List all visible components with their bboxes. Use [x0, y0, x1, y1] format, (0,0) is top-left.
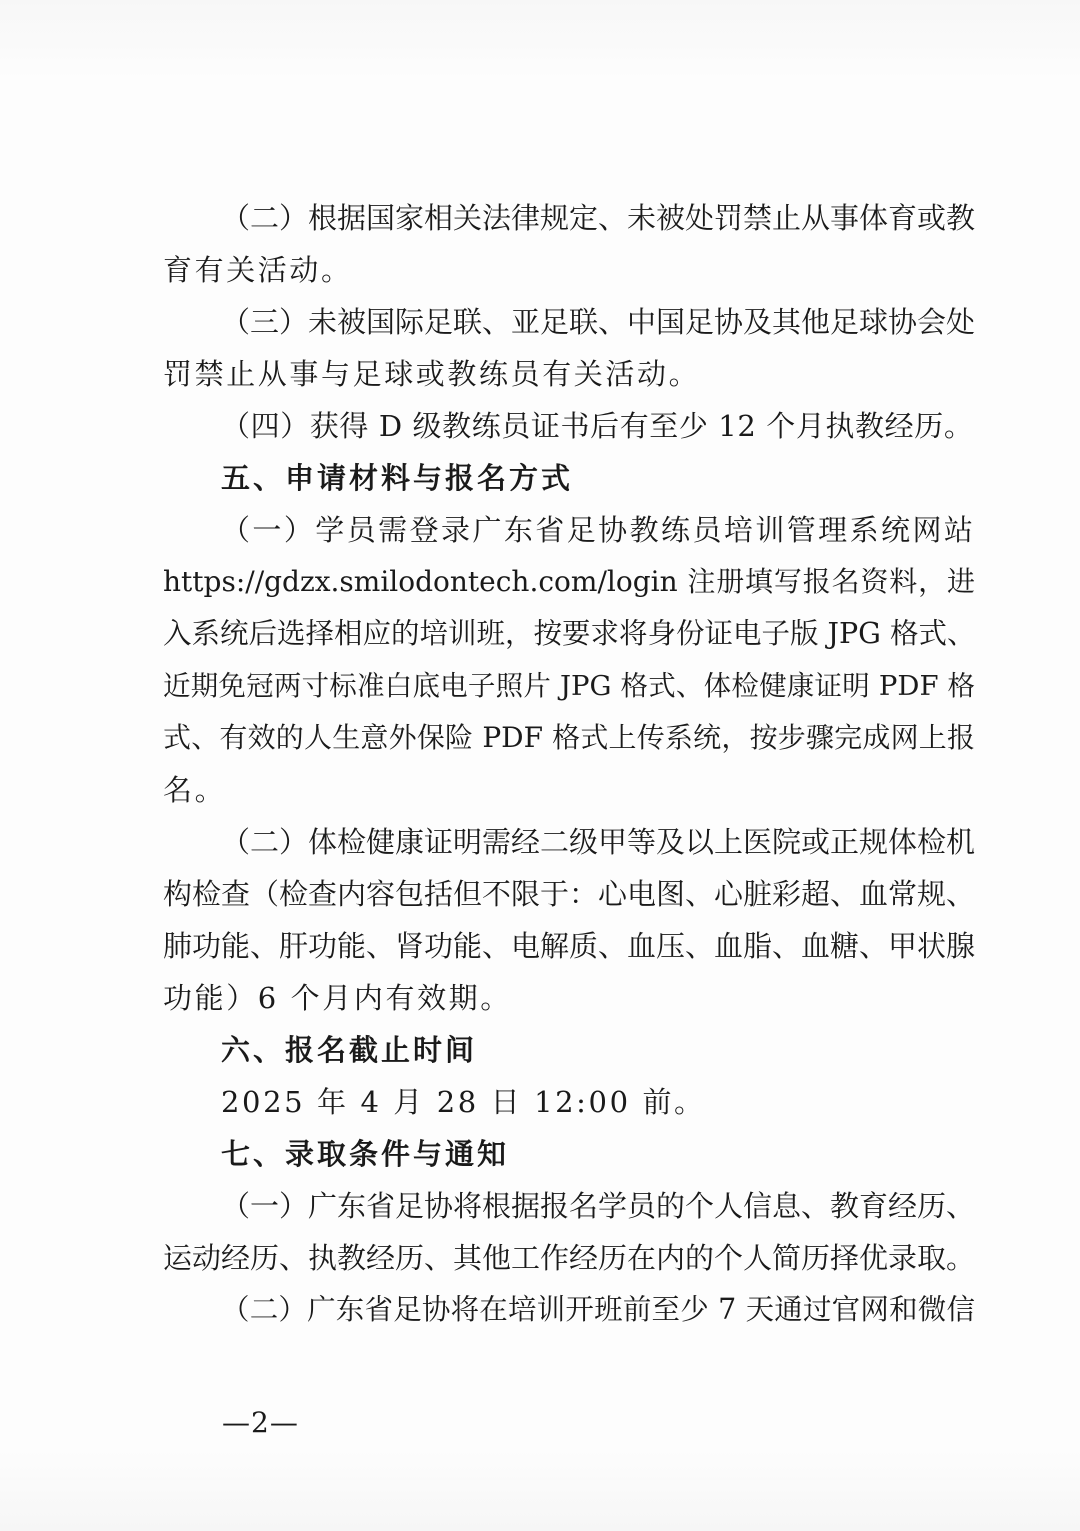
paragraph-line: 入系统后选择相应的培训班，按要求将身份证电子版 JPG 格式、 [163, 617, 976, 650]
paragraph-line: （一）广东省足协将根据报名学员的个人信息、教育经历、 [221, 1189, 976, 1223]
paragraph-line: 近期免冠两寸标准白底电子照片 JPG 格式、体检健康证明 PDF 格 [163, 670, 975, 702]
paragraph-line: 罚禁止从事与足球或教练员有关活动。 [163, 357, 701, 391]
paragraph-line: 构检查（检查内容包括但不限于：心电图、心脏彩超、血常规、 [163, 877, 976, 911]
paragraph-line: 式、有效的人生意外保险 PDF 格式上传系统，按步骤完成网上报 [163, 721, 975, 754]
section-heading: 五、申请材料与报名方式 [221, 461, 574, 495]
paragraph-line: （二）体检健康证明需经二级甲等及以上医院或正规体检机 [221, 825, 976, 859]
paragraph-line: （四）获得 D 级教练员证书后有至少 12 个月执教经历。 [221, 409, 974, 443]
page-number: —2— [222, 1406, 299, 1439]
paragraph-line: （三）未被国际足联、亚足联、中国足协及其他足球协会处 [221, 305, 976, 339]
document-body [163, 192, 975, 1336]
section-heading: 七、录取条件与通知 [221, 1137, 510, 1171]
paragraph-line: （二）根据国家相关法律规定、未被处罚禁止从事体育或教 [221, 201, 976, 235]
paragraph-line: （一）学员需登录广东省足协教练员培训管理系统网站 [221, 513, 975, 547]
paragraph-line: 功能）6 个月内有效期。 [163, 981, 512, 1015]
paragraph-line: （二）广东省足协将在培训开班前至少 7 天通过官网和微信 [221, 1293, 975, 1326]
paragraph-line: 肺功能、肝功能、肾功能、电解质、血压、血脂、血糖、甲状腺 [163, 929, 976, 963]
paragraph-line-url: https://gdzx.smilodontech.com/login 注册填写报名资料，进 [163, 565, 975, 598]
paragraph-line: 育有关活动。 [163, 253, 353, 287]
section-heading: 六、报名截止时间 [221, 1033, 478, 1067]
paragraph-line: 名。 [163, 773, 227, 807]
paragraph-line: 2025 年 4 月 28 日 12:00 前。 [221, 1085, 706, 1119]
paragraph-line: 运动经历、执教经历、其他工作经历在内的个人简历择优录取。 [163, 1241, 976, 1275]
